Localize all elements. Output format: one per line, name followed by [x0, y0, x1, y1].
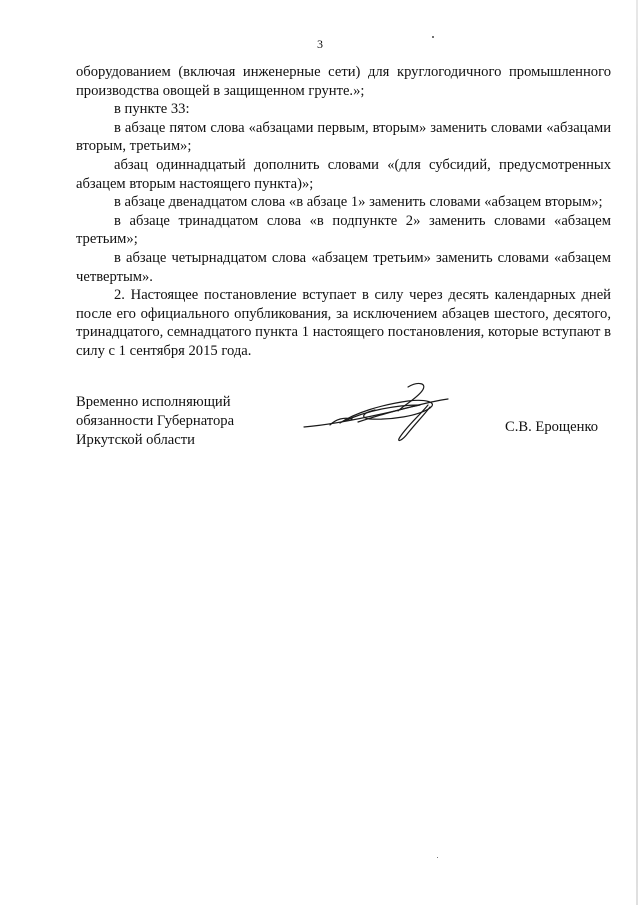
paragraph-4: абзац одиннадцатый дополнить словами «(для субсидий, предусмотренных абзацем вторым настоящего пункта)»;: [76, 156, 611, 192]
document-body: [76, 63, 611, 361]
scan-speck: [437, 857, 438, 858]
page-number: 3: [317, 37, 323, 51]
paragraph-1: оборудованием (включая инженерные сети) для круглогодичного промышленного производства овощей в защищенном грунте.»;: [76, 64, 611, 99]
signatory-line-3: Иркутской области: [76, 432, 195, 448]
signer-name: С.В. Ерощенко: [505, 419, 599, 435]
signatory-line-2: обязанности Губернатора: [76, 413, 235, 429]
paragraph-2: в пункте 33:: [114, 101, 190, 118]
signatory-line-1: Временно исполняющий: [76, 394, 231, 410]
paragraph-3: в абзаце пятом слова «абзацами первым, вторым» заменить словами «абзацами вторым, третьим»;: [76, 119, 611, 155]
scan-speck: [432, 36, 434, 38]
paragraph-5: в абзаце двенадцатом слова «в абзаце 1» заменить словами «абзацем вторым»;: [114, 194, 603, 211]
scan-edge: [636, 0, 638, 905]
signatory-title: [76, 393, 234, 450]
handwritten-signature: [300, 375, 460, 450]
paragraph-7: в абзаце четырнадцатом слова «абзацем третьим» заменить словами «абзацем четвертым».: [76, 249, 611, 285]
paragraph-6: в абзаце тринадцатом слова «в подпункте 2» заменить словами «абзацем третьим»;: [76, 212, 611, 248]
paragraph-8: 2. Настоящее постановление вступает в силу через десять календарных дней после его официального опубликования, за исключением абзацев шестого, десятого, тринадцатого, семнадцатого пункта 1 настоящего постановления, которые вступают в силу с 1 сентября 2015 года.: [76, 287, 611, 359]
